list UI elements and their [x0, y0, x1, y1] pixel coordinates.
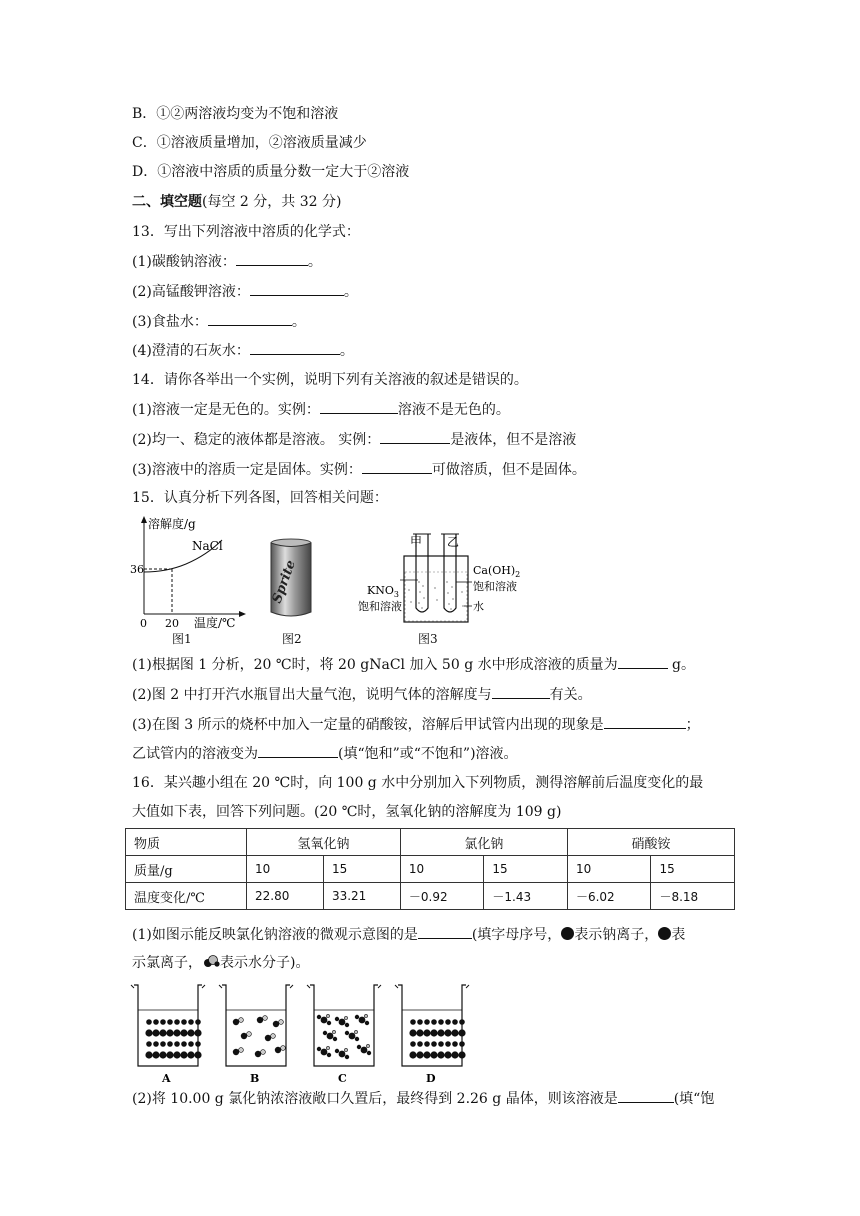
ion-particle — [361, 1047, 368, 1054]
q13-item-3-label: (3)食盐水： — [132, 314, 208, 330]
figure-1-solubility-graph — [130, 514, 250, 638]
table-cell: －1.43 — [484, 883, 568, 910]
water-particle — [327, 1021, 331, 1025]
q14-item-2-end: 是液体，但不是溶液 — [450, 432, 577, 448]
q15-part-1 — [132, 654, 695, 675]
ion-particle — [424, 1019, 430, 1025]
q15-part-3-end: ； — [685, 717, 700, 733]
fig3-label-yi: 乙 — [447, 535, 460, 549]
can-brand-label: Sprite — [269, 558, 299, 606]
option-b: B．①②两溶液均变为不饱和溶液 — [132, 106, 339, 122]
water-particle — [317, 1015, 321, 1019]
fig3-caoh2-main: Ca(OH) — [473, 564, 516, 577]
fig3-caption: 图3 — [418, 632, 438, 646]
fig1-tick-0: 0 — [140, 617, 147, 630]
ion-particle — [255, 1051, 261, 1057]
q15-part-1-text: (1)根据图 1 分析，20 ℃时，将 20 gNaCl 加入 50 g 水中形成溶液的质量为 — [132, 657, 618, 673]
section-2-heading — [132, 192, 341, 212]
ion-particle — [233, 1049, 239, 1055]
q15-part-2 — [132, 684, 592, 705]
q16-part-2-text: (2)将 10.00 g 氯化钠浓溶液敞口久置后，最终得到 2.26 g 晶体，则该溶液是 — [132, 1091, 618, 1107]
ion-particle — [275, 1047, 281, 1053]
table-header-row — [126, 829, 735, 856]
ion-particle — [146, 1041, 152, 1047]
q16-water-legend: 表示水分子)。 — [220, 955, 310, 971]
table-cell: 33.21 — [323, 883, 400, 910]
ion-particle — [431, 1019, 437, 1025]
ion-particle — [273, 1021, 279, 1027]
water-particle — [261, 1050, 266, 1055]
q13-item-4-label: (4)澄清的石灰水： — [132, 343, 250, 359]
ion-particle — [339, 1019, 346, 1026]
ion-particle — [452, 1041, 458, 1047]
q13-blank-4[interactable] — [250, 340, 340, 355]
ion-particle — [438, 1019, 444, 1025]
water-particle — [333, 1037, 337, 1041]
fig3-kno3-main: KNO — [367, 584, 394, 597]
q15-part-4-text: 乙试管内的溶液变为 — [132, 746, 258, 762]
figure-2-soda-can — [266, 538, 316, 620]
fig1-tick-36: 36 — [130, 563, 144, 576]
table-cell: 10 — [567, 856, 651, 883]
q13-blank-3[interactable] — [208, 311, 292, 326]
ion-particle — [195, 1019, 201, 1025]
q15-part-4-end: (填“饱和”或“不饱和”)溶液。 — [338, 746, 518, 762]
ion-particle — [146, 1019, 152, 1025]
q16-data-table — [125, 828, 735, 910]
q14-item-2-text: (2)均一、稳定的液体都是溶液。 实例： — [132, 432, 381, 448]
ion-particle — [145, 1029, 152, 1036]
water-particle — [355, 1037, 359, 1041]
ion-particle — [265, 1035, 271, 1041]
fig3-kno3-sub: 3 — [393, 590, 399, 599]
q13-blank-2[interactable] — [250, 281, 344, 296]
water-particle — [357, 1045, 361, 1049]
fig3-left-saturated: 饱和溶液 — [358, 600, 402, 613]
fig3-kno3-label — [367, 584, 399, 599]
water-molecule-icon — [202, 955, 220, 968]
ion-particle — [166, 1051, 173, 1058]
ion-particle — [153, 1019, 159, 1025]
ion-particle — [153, 1041, 159, 1047]
table-cell: －6.02 — [567, 883, 651, 910]
q16-chloride-legend-start: 表 — [671, 927, 686, 943]
ion-particle — [349, 1033, 356, 1040]
water-particle — [354, 1030, 357, 1033]
ion-particle — [459, 1041, 465, 1047]
water-particle — [335, 1017, 339, 1021]
ion-particle — [174, 1019, 180, 1025]
table-row — [126, 883, 735, 910]
ion-particle — [173, 1029, 180, 1036]
water-particle — [364, 1014, 367, 1017]
table-cell: －0.92 — [400, 883, 484, 910]
water-particle — [355, 1015, 359, 1019]
ion-particle — [431, 1041, 437, 1047]
q13-stem: 13．写出下列溶液中溶质的化学式： — [132, 224, 360, 240]
ion-particle — [339, 1051, 346, 1058]
ion-particle — [152, 1051, 159, 1058]
ion-particle — [187, 1029, 194, 1036]
section-2-note: (每空 2 分，共 32 分) — [202, 194, 342, 210]
q15-blank-1[interactable] — [618, 654, 668, 669]
ion-particle — [451, 1029, 458, 1036]
ion-particle — [257, 1017, 263, 1023]
table-header-cell: 氯化钠 — [400, 829, 567, 856]
q14-item-1-text: (1)溶液一定是无色的。实例： — [132, 402, 320, 418]
ion-particle — [160, 1041, 166, 1047]
q13-item-4 — [132, 340, 354, 361]
q15-blank-4[interactable] — [258, 743, 338, 758]
table-header-cell: 物质 — [126, 829, 247, 856]
water-particle — [247, 1032, 252, 1037]
ion-particle — [452, 1019, 458, 1025]
ion-particle — [241, 1033, 247, 1039]
water-particle — [327, 1053, 331, 1057]
fig3-label-jia: 甲 — [410, 535, 423, 549]
ion-particle — [233, 1019, 239, 1025]
ion-particle — [188, 1019, 194, 1025]
fig3-caoh2-sub: 2 — [515, 570, 521, 579]
ion-particle — [437, 1051, 444, 1058]
table-cell: 15 — [484, 856, 568, 883]
ion-particle — [180, 1029, 187, 1036]
ion-particle — [444, 1051, 451, 1058]
q13-blank-1[interactable] — [236, 251, 308, 266]
ion-particle — [458, 1029, 465, 1036]
ion-particle — [459, 1019, 465, 1025]
q16-part-1-note: (填字母序号， — [471, 927, 562, 943]
fig1-series-label: NaCl — [192, 539, 223, 553]
fig3-caoh2-label — [473, 564, 520, 579]
ion-particle — [416, 1029, 423, 1036]
q14-blank-3[interactable] — [362, 459, 432, 474]
q14-stem: 14．请你各举出一个实例，说明下列有关溶液的叙述是错误的。 — [132, 372, 528, 388]
water-particle — [345, 1023, 349, 1027]
q16-part-2 — [132, 1088, 714, 1109]
ion-particle — [417, 1041, 423, 1047]
option-d: D．①溶液中溶质的质量分数一定大于②溶液 — [132, 164, 410, 180]
q14-item-2 — [132, 429, 576, 450]
ion-particle — [410, 1041, 416, 1047]
ion-particle — [417, 1019, 423, 1025]
ion-particle — [194, 1051, 201, 1058]
table-row — [126, 856, 735, 883]
water-particle — [326, 1046, 329, 1049]
q13-item-1 — [132, 251, 322, 272]
q15-part-4 — [132, 743, 518, 764]
ion-particle — [430, 1051, 437, 1058]
ion-particle — [145, 1051, 152, 1058]
ion-particle — [327, 1033, 334, 1040]
ion-particle — [195, 1041, 201, 1047]
water-particle — [344, 1048, 347, 1051]
q16-sodium-legend: 表示钠离子， — [574, 927, 659, 943]
ion-particle — [359, 1017, 366, 1024]
water-particle — [365, 1021, 369, 1025]
table-cell: 22.80 — [247, 883, 324, 910]
water-particle — [239, 1048, 244, 1053]
water-particle — [332, 1030, 335, 1033]
q14-blank-2[interactable] — [380, 429, 450, 444]
ion-particle — [159, 1051, 166, 1058]
water-particle — [317, 1047, 321, 1051]
fig1-tick-20: 20 — [165, 617, 179, 630]
q13-item-2 — [132, 281, 358, 302]
q13-item-1-label: (1)碳酸钠溶液： — [132, 254, 236, 270]
ion-particle — [410, 1019, 416, 1025]
q15-blank-3[interactable] — [604, 714, 686, 729]
fig1-x-label: 温度/℃ — [194, 616, 236, 630]
water-particle — [326, 1014, 329, 1017]
table-cell: 10 — [400, 856, 484, 883]
ion-particle — [416, 1051, 423, 1058]
q15-blank-2[interactable] — [492, 684, 550, 699]
ion-particle — [159, 1029, 166, 1036]
q14-item-1 — [132, 399, 510, 420]
ion-particle — [181, 1041, 187, 1047]
q13-item-2-label: (2)高锰酸钾溶液： — [132, 284, 250, 300]
ion-particle — [321, 1017, 328, 1024]
ion-particle — [438, 1041, 444, 1047]
ion-particle — [152, 1029, 159, 1036]
beaker-diagrams — [126, 980, 496, 1086]
sodium-ion-icon — [561, 927, 574, 940]
q16-chloride-legend-end: 示氯离子， — [132, 955, 202, 971]
water-particle — [271, 1034, 276, 1039]
ion-particle — [187, 1051, 194, 1058]
table-cell: 温度变化/℃ — [126, 883, 247, 910]
ion-particle — [430, 1029, 437, 1036]
water-particle — [335, 1049, 339, 1053]
ion-particle — [167, 1041, 173, 1047]
q16-part-1-text: (1)如图示能反映氯化钠溶液的微观示意图的是 — [132, 927, 418, 943]
fig3-right-saturated: 饱和溶液 — [473, 580, 517, 593]
beaker-label-a: A — [162, 1072, 171, 1085]
q14-item-3 — [132, 459, 586, 480]
option-c: C．①溶液质量增加，②溶液质量减少 — [132, 135, 367, 151]
ion-particle — [458, 1051, 465, 1058]
q15-part-2-end: 有关。 — [549, 687, 592, 703]
ion-particle — [173, 1051, 180, 1058]
q13-item-2-end: 。 — [343, 284, 358, 300]
ion-particle — [437, 1029, 444, 1036]
ion-particle — [423, 1051, 430, 1058]
water-particle — [345, 1031, 349, 1035]
ion-particle — [445, 1041, 451, 1047]
water-particle — [281, 1046, 286, 1051]
table-cell: －8.18 — [651, 883, 735, 910]
ion-particle — [181, 1019, 187, 1025]
q16-blank-2[interactable] — [618, 1088, 674, 1103]
q16-stem-line-1: 16．某兴趣小组在 20 ℃时，向 100 g 水中分别加入下列物质，测得溶解前后温度变化的最 — [132, 775, 704, 791]
ion-particle — [423, 1029, 430, 1036]
water-particle — [263, 1016, 268, 1021]
table-cell: 15 — [651, 856, 735, 883]
water-particle — [345, 1055, 349, 1059]
q15-part-2-text: (2)图 2 中打开汽水瓶冒出大量气泡，说明气体的溶解度与 — [132, 687, 492, 703]
section-2-title: 二、填空题 — [132, 194, 202, 210]
q14-item-1-end: 溶液不是无色的。 — [397, 402, 510, 418]
q14-item-3-text: (3)溶液中的溶质一定是固体。实例： — [132, 462, 362, 478]
fig3-water-label: 水 — [473, 600, 484, 613]
fig2-caption: 图2 — [282, 632, 302, 646]
table-header-cell: 硝酸铵 — [567, 829, 734, 856]
table-cell: 10 — [247, 856, 324, 883]
water-particle — [367, 1051, 371, 1055]
ion-particle — [167, 1019, 173, 1025]
ion-particle — [444, 1029, 451, 1036]
q13-item-3 — [132, 311, 306, 332]
ion-particle — [174, 1041, 180, 1047]
q13-item-1-end: 。 — [307, 254, 322, 270]
ion-particle — [180, 1051, 187, 1058]
table-header-cell: 氢氧化钠 — [247, 829, 401, 856]
q16-part-1-line-2 — [132, 953, 309, 973]
ion-particle — [160, 1019, 166, 1025]
q16-part-1-line-1 — [132, 924, 685, 945]
beaker-label-c: C — [338, 1072, 347, 1085]
fig1-caption: 图1 — [172, 632, 192, 646]
chloride-ion-icon — [658, 927, 671, 940]
q16-stem-line-2: 大值如下表，回答下列问题。(20 ℃时，氢氧化钠的溶解度为 109 g) — [132, 804, 562, 820]
ion-particle — [451, 1051, 458, 1058]
water-particle — [366, 1044, 369, 1047]
q16-part-2-end: (填“饱 — [673, 1091, 715, 1107]
q15-part-1-end: g。 — [667, 657, 696, 673]
beaker-label-d: D — [426, 1072, 436, 1085]
q15-part-3 — [132, 714, 700, 735]
ion-particle — [166, 1029, 173, 1036]
ion-particle — [445, 1019, 451, 1025]
water-particle — [239, 1018, 244, 1023]
ion-particle — [188, 1041, 194, 1047]
q16-blank-1[interactable] — [418, 924, 472, 939]
q14-blank-1[interactable] — [320, 399, 398, 414]
water-particle — [323, 1031, 327, 1035]
q14-item-3-end: 可做溶质，但不是固体。 — [431, 462, 586, 478]
table-cell: 15 — [323, 856, 400, 883]
figure-3-beaker-test-tubes — [356, 530, 536, 630]
water-particle — [279, 1020, 284, 1025]
q13-item-3-end: 。 — [291, 314, 306, 330]
q15-stem: 15．认真分析下列各图，回答相关问题： — [132, 490, 388, 506]
q13-item-4-end: 。 — [339, 343, 354, 359]
ion-particle — [409, 1051, 416, 1058]
ion-particle — [409, 1029, 416, 1036]
table-cell: 质量/g — [126, 856, 247, 883]
ion-particle — [194, 1029, 201, 1036]
beaker-label-b: B — [250, 1072, 260, 1085]
ion-particle — [321, 1049, 328, 1056]
ion-particle — [424, 1041, 430, 1047]
water-particle — [344, 1016, 347, 1019]
q15-part-3-text: (3)在图 3 所示的烧杯中加入一定量的硝酸铵，溶解后甲试管内出现的现象是 — [132, 717, 604, 733]
fig1-y-label: 溶解度/g — [148, 517, 196, 531]
